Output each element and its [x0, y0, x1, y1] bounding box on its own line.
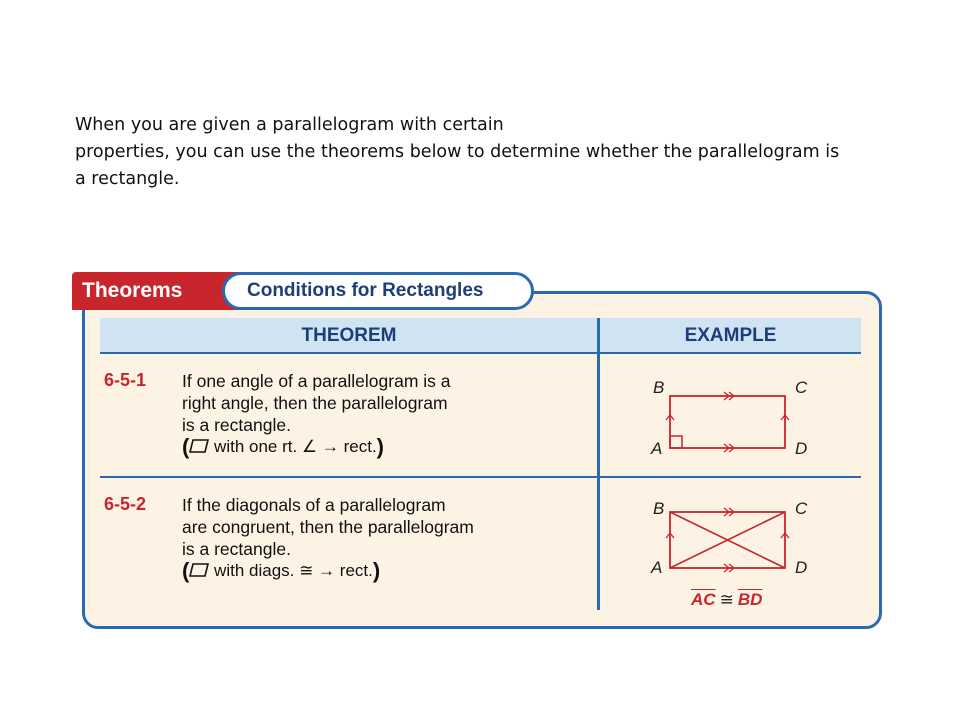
table-header — [100, 318, 861, 354]
right-angle-mark — [670, 436, 682, 448]
theorem-line: is a rectangle. — [182, 415, 291, 435]
parallel-marks — [666, 392, 789, 452]
vertex-label-a: A — [651, 439, 663, 458]
segment-bd: $\overline{BD}$ — [737, 590, 763, 609]
intro-line-1: When you are given a parallelogram with certain — [75, 115, 504, 135]
rectangle-diagram-1 — [660, 386, 800, 456]
rectangle-outline — [670, 396, 785, 448]
theorem-line: If the diagonals of a parallelogram — [182, 495, 446, 515]
paren-open: ( — [182, 434, 190, 459]
box-title: Conditions for Rectangles — [222, 272, 534, 310]
vertex-label-c: C — [795, 499, 808, 518]
theorem-line: is a rectangle. — [182, 539, 291, 559]
vertex-label-a: A — [651, 558, 663, 577]
intro-line-2: properties, you can use the theorems below to determine whether the parallelogram is — [75, 142, 840, 162]
theorems-tab: Theorems — [72, 272, 240, 310]
theorem-line: If one angle of a parallelogram is a — [182, 371, 451, 391]
vertex-label-d: D — [795, 439, 808, 458]
vertex-label-d: D — [795, 558, 808, 577]
congruent-symbol: ≅ — [719, 590, 734, 609]
theorem-statement — [182, 370, 592, 458]
paren-open: ( — [182, 558, 190, 583]
congruence-statement — [691, 590, 762, 610]
rectangle-diagram-2 — [660, 502, 800, 578]
abbreviation-text: with one rt. ∠ → rect. — [209, 437, 377, 456]
theorem-number: 6-5-1 — [104, 370, 147, 390]
theorem-line: right angle, then the parallelogram — [182, 393, 448, 413]
intro-paragraph — [75, 112, 945, 193]
theorem-abbreviation — [182, 436, 592, 458]
header-example: EXAMPLE — [684, 325, 777, 346]
theorem-statement — [182, 494, 592, 582]
theorem-line: are congruent, then the parallelogram — [182, 517, 474, 537]
parallelogram-icon — [189, 439, 209, 453]
vertex-label-b: B — [653, 378, 665, 397]
header-theorem: THEOREM — [301, 325, 397, 346]
theorem-number: 6-5-2 — [104, 494, 147, 514]
column-divider — [597, 318, 600, 610]
segment-ac: $\overline{AC}$ — [691, 590, 716, 609]
theorem-abbreviation — [182, 560, 592, 582]
intro-line-3: a rectangle. — [75, 169, 180, 189]
abbreviation-text: with diags. ≅ → rect. — [209, 561, 373, 580]
row-divider — [100, 476, 861, 478]
parallelogram-icon — [189, 563, 209, 577]
vertex-label-c: C — [795, 378, 808, 397]
paren-close: ) — [376, 434, 384, 459]
paren-close: ) — [372, 558, 381, 583]
vertex-label-b: B — [653, 499, 665, 518]
